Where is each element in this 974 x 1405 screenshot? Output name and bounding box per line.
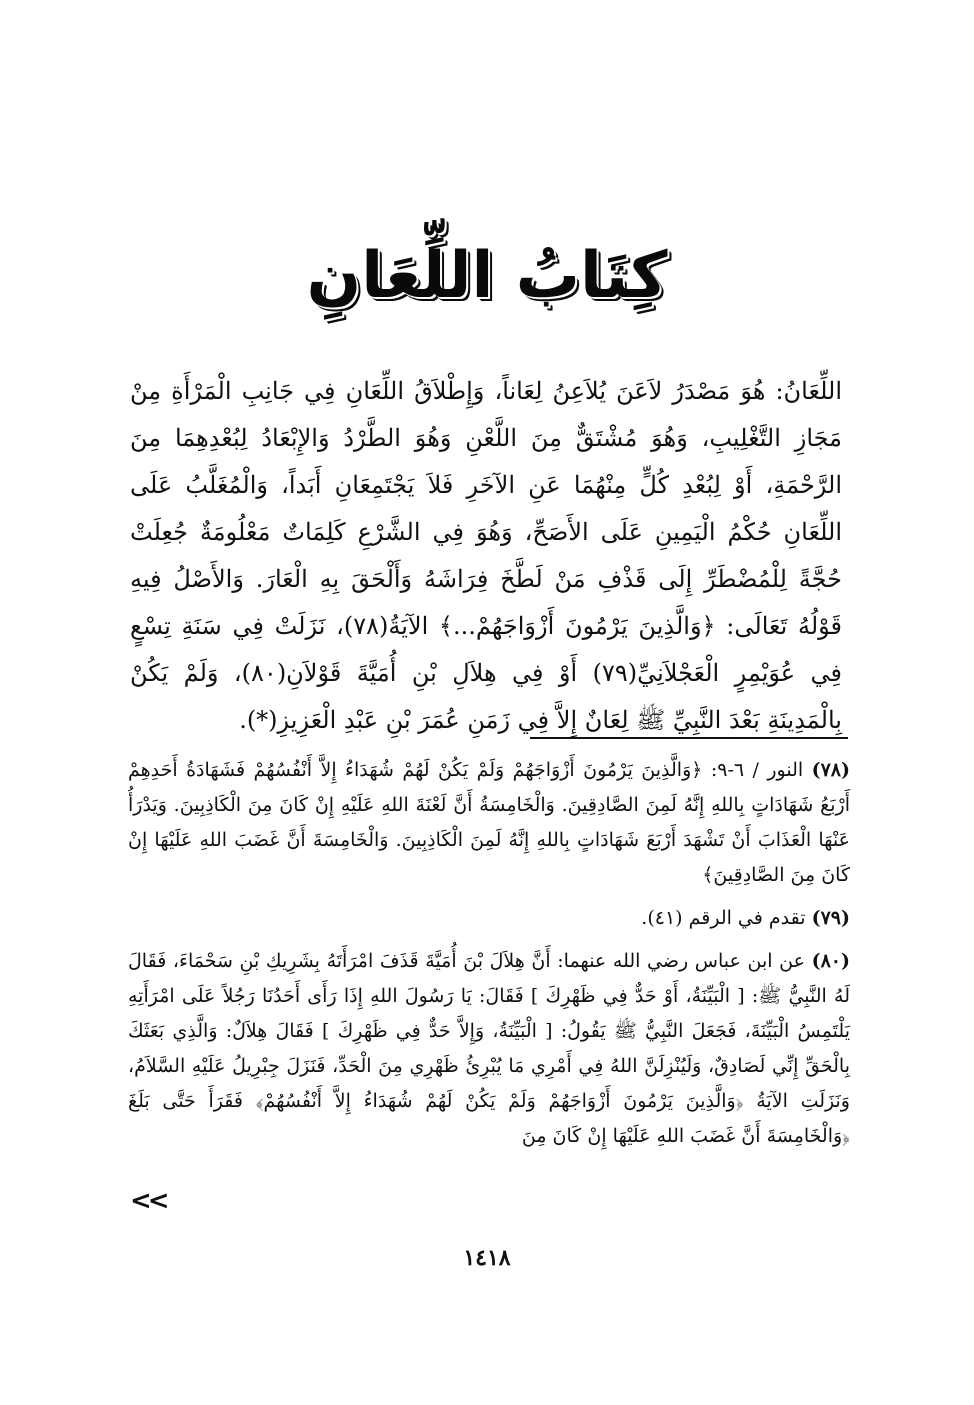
continuation-mark: <<: [130, 1186, 166, 1216]
footnote-79: [128, 901, 850, 936]
page-number: ١٤١٨: [463, 1245, 511, 1271]
footnote-number: (٧٩): [811, 907, 850, 929]
footnote-80: [128, 944, 850, 1154]
footnote-text: عن ابن عباس رضي الله عنهما: أَنَّ هِلاَلَ بْنَ أُمَيَّةَ قَذَفَ امْرَأَتَهُ بِشَرِيكِ بْنِ سَحْمَاءَ، فَقَالَ لَهُ النَّبِيُّ ﷺ: [ الْبَيِّنَةُ، أَوْ حَدٌّ فِي ظَهْرِكَ ] فَقَالَ: يَا رَسُولَ اللهِ إِذَا رَأَى أَحَدُنَا رَجُلاً عَلَى امْرَأَتِهِ يَلْتَمِسُ الْبَيِّنَةَ، فَجَعَلَ النَّبِيُّ ﷺ يَقُولُ: [ الْبَيِّنَةُ، وَإِلاَّ حَدٌّ فِي ظَهْرِكَ ] فَقَالَ هِلاَلٌ: وَالَّذِي بَعَثَكَ بِالْحَقِّ إِنِّي لَصَادِقٌ، وَلَيُنْزِلَنَّ اللهُ فِي أَمْرِي مَا يُبْرِئُ ظَهْرِي مِنَ الْحَدِّ، فَنَزَلَ جِبْرِيلُ عَلَيْهِ السَّلاَمُ، وَنَزَلَتِ الآيَةُ ﴿وَالَّذِينَ يَرْمُونَ أَزْوَاجَهُمْ وَلَمْ يَكُنْ لَهُمْ شُهَدَاءُ إِلاَّ أَنْفُسُهُمْ﴾ فَقَرَأَ حَتَّى بَلَغَ ﴿وَالْخَامِسَةَ أَنَّ غَضَبَ اللهِ عَلَيْهَا إِنْ كَانَ مِنَ: [128, 950, 850, 1147]
chapter-title: كِتَابُ اللِّعَانِ: [306, 239, 668, 313]
footnote-text: النور / ٦-٩: ﴿وَالَّذِينَ يَرْمُونَ أَزْوَاجَهُمْ وَلَمْ يَكُنْ لَهُمْ شُهَدَاءُ إِلاَّ أَنْفُسُهُمْ فَشَهَادَةُ أَحَدِهِمْ أَرْبَعُ شَهَادَاتٍ بِاللهِ إِنَّهُ لَمِنَ الصَّادِقِينَ. وَالْخَامِسَةُ أَنَّ لَعْنَةَ اللهِ عَلَيْهِ إِنْ كَانَ مِنَ الْكَاذِبِينَ. وَيَدْرَأُ عَنْهَا الْعَذَابَ أَنْ تَشْهَدَ أَرْبَعَ شَهَادَاتٍ بِاللهِ إِنَّهُ لَمِنَ الْكَاذِبِينَ. وَالْخَامِسَةَ أَنَّ غَضَبَ اللهِ عَلَيْهَا إِنْ كَانَ مِنَ الصَّادِقِينَ﴾: [128, 759, 850, 886]
main-paragraph: اللِّعَانُ: هُوَ مَصْدَرُ لاَعَنَ يُلاَعِنُ لِعَاناً، وَإِطْلاَقُ اللِّعَانِ فِي جَانِبِ الْمَرْأَةِ مِنْ مَجَازِ التَّغْلِيبِ، وَهُوَ مُشْتَقٌّ مِنَ اللَّعْنِ وَهُوَ الطَّرْدُ وَالإِبْعَادُ لِبُعْدِهِمَا مِنَ الرَّحْمَةِ، أَوْ لِبُعْدِ كُلٍّ مِنْهُمَا عَنِ الآخَرِ فَلاَ يَجْتَمِعَانِ أَبَداً، وَالْمُغَلَّبُ عَلَى اللِّعَانِ حُكْمُ الْيَمِينِ عَلَى الأَصَحِّ، وَهُوَ فِي الشَّرْعِ كَلِمَاتٌ مَعْلُومَةٌ جُعِلَتْ حُجَّةً لِلْمُضْطَرِّ إِلَى قَذْفِ مَنْ لَطَّخَ فِرَاشَهُ وَأَلْحَقَ بِهِ الْعَارَ. وَالأَصْلُ فِيهِ قَوْلُهُ تَعَالَى: ﴿وَالَّذِينَ يَرْمُونَ أَزْوَاجَهُمْ...﴾ الآيَةُ(٧٨)، نَزَلَتْ فِي سَنَةِ تِسْعٍ فِي عُوَيْمِرٍ الْعَجْلاَنِيِّ(٧٩) أَوْ فِي هِلاَلِ بْنِ أُمَيَّةَ قَوْلاَنِ(٨٠)، وَلَمْ يَكُنْ بِالْمَدِينَةِ بَعْدَ النَّبِيِّ ﷺ لِعَانٌ إِلاَّ فِي زَمَنِ عُمَرَ بْنِ عَبْدِ الْعَزِيزِ(*).: [130, 377, 843, 734]
footnote-divider: [530, 737, 848, 739]
footnote-number: (٨٠): [811, 950, 850, 972]
footnote-text: تقدم في الرقم (٤١).: [641, 907, 806, 929]
main-text: [130, 368, 842, 744]
footnotes: [128, 753, 850, 1162]
footnote-number: (٧٨): [811, 759, 850, 781]
footnote-78: [128, 753, 850, 893]
